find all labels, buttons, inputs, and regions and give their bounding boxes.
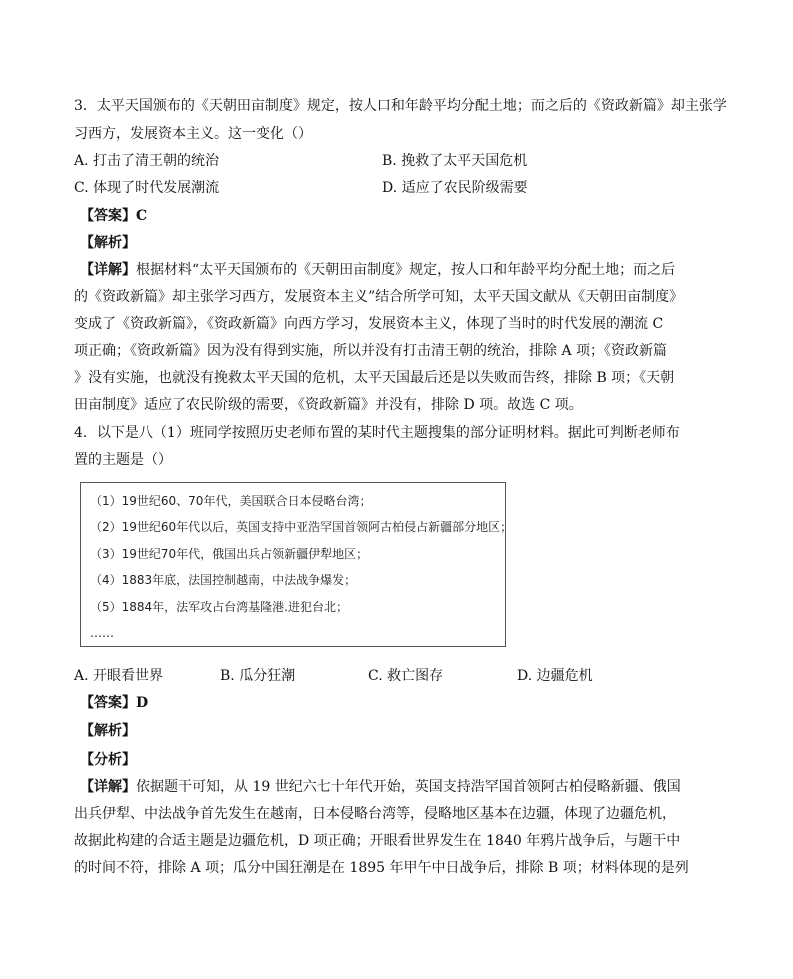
q4-detail-label: 【详解】: [80, 779, 136, 795]
q4-fenxi-label: 【分析】: [80, 752, 136, 768]
q4-stem-line-1: 4．以下是八（1）班同学按照历史老师布置的某时代主题搜集的部分证明材料。据此可判断老师布: [74, 425, 680, 441]
q3-detail-line-6: 田亩制度》适应了农民阶级的需要，《资政新篇》并没有，排除 D 项。故选 C 项。: [74, 397, 583, 413]
q3-analysis-label: 【解析】: [80, 235, 136, 251]
q3-stem-line-2: 习西方，发展资本主义。这一变化（）: [74, 126, 312, 142]
q3-answer-label: 【答案】: [80, 208, 136, 224]
q4-material-ellipsis: ……: [90, 626, 114, 640]
q3-detail-text-1: 根据材料“太平天国颁布的《天朝田亩制度》规定，按人口和年龄平均分配土地；而之后: [136, 262, 676, 278]
q4-material-item-2: （2）19世纪60年代以后，英国支持中亚浩罕国首领阿古柏侵占新疆部分地区；: [90, 520, 513, 534]
q3-option-a: A. 打击了清王朝的统治: [74, 153, 220, 169]
q3-detail-line-1: [80, 260, 675, 280]
q4-answer-label: 【答案】: [80, 695, 136, 711]
q3-option-c: C. 体现了时代发展潮流: [74, 180, 220, 196]
q4-material-item-4: （4）1883年底，法国控制越南，中法战争爆发；: [90, 573, 357, 587]
q4-stem-line-2: 置的主题是（）: [74, 452, 172, 468]
q3-option-d: D. 适应了农民阶级需要: [382, 180, 528, 196]
q4-material-item-5: （5）1884年，法军攻占台湾基隆港.进犯台北；: [90, 600, 348, 614]
q4-material-item-3: （3）19世纪70年代，俄国出兵占领新疆伊犁地区；: [90, 547, 369, 561]
q4-detail-line-1: [80, 777, 681, 797]
q3-detail-line-5: 》没有实施，也就没有挽救太平天国的危机，太平天国最后还是以失败而告终，排除 B 项；《天朝: [74, 370, 675, 386]
q4-answer-value: D: [136, 695, 149, 711]
q4-material-box: [80, 482, 513, 647]
q4-material-item-1: （1）19世纪60、70年代，美国联合日本侵略台湾；: [90, 494, 372, 508]
q3-answer: [80, 206, 147, 226]
q3-detail-label: 【详解】: [80, 262, 136, 278]
q3-detail-line-4: 项正确；《资政新篇》因为没有得到实施，所以并没有打击清王朝的统治，排除 A 项；《资政新篇: [74, 343, 668, 359]
q4-answer: [80, 693, 148, 713]
q4-detail-line-2: 出兵伊犁、中法战争首先发生在越南，日本侵略台湾等，侵略地区基本在边疆，体现了边疆危机，: [74, 806, 676, 822]
q3-answer-value: C: [136, 208, 148, 224]
q4-detail-text-1: 依据题干可知，从 19 世纪六七十年代开始，英国支持浩罕国首领阿古柏侵略新疆、俄国: [136, 779, 681, 795]
q3-detail-line-2: 的《资政新篇》却主张学习西方，发展资本主义”结合所学可知，太平天国文献从《天朝田亩制度》: [74, 289, 684, 305]
q3-option-b: B. 挽救了太平天国危机: [382, 153, 528, 169]
q3-detail-line-3: 变成了《资政新篇》，《资政新篇》向西方学习，发展资本主义，体现了当时的时代发展的潮流 C: [74, 316, 664, 332]
q4-option-b: B. 瓜分狂潮: [220, 668, 296, 684]
q4-option-d: D. 边疆危机: [517, 668, 593, 684]
q4-option-c: C. 救亡图存: [368, 668, 444, 684]
q4-detail-line-3: 故据此构建的合适主题是边疆危机，D 项正确；开眼看世界发生在 1840 年鸦片战争后，与题干中: [74, 833, 681, 849]
q3-stem-line-1: 3．太平天国颁布的《天朝田亩制度》规定，按人口和年龄平均分配土地；而之后的《资政新篇》却主张学: [74, 98, 727, 114]
q4-option-a: A. 开眼看世界: [74, 668, 164, 684]
q4-detail-line-4: 的时间不符，排除 A 项；瓜分中国狂潮是在 1895 年甲午中日战争后，排除 B 项；材料体现的是列: [74, 860, 689, 876]
q4-analysis-label: 【解析】: [80, 723, 136, 739]
